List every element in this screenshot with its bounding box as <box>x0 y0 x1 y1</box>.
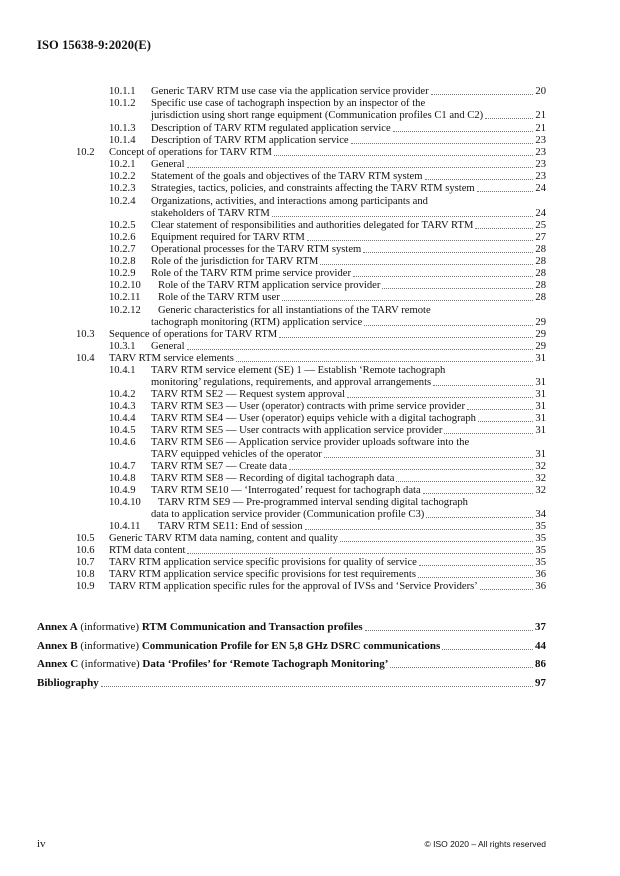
toc-entry-10-2-12-cont[interactable]: tachograph monitoring (RTM) application service 29 <box>151 317 546 328</box>
toc-entry-10-1-4[interactable]: 10.1.4 Description of TARV RTM application service 23 <box>109 135 546 146</box>
document-id: ISO 15638-9:2020(E) <box>37 38 152 52</box>
toc-bibliography[interactable]: Bibliography 97 <box>37 677 546 689</box>
toc-entry-10-4-6[interactable]: 10.4.6 TARV RTM SE6 — Application service provider uploads software into the <box>109 437 470 448</box>
toc-entry-10-4[interactable]: 10.4 TARV RTM service elements 31 <box>76 353 546 364</box>
toc-entry-10-2-2[interactable]: 10.2.2 Statement of the goals and objectives of the TARV RTM system 23 <box>109 171 546 182</box>
toc-annex-a[interactable]: Annex A (informative) RTM Communication and Transaction profiles 37 <box>37 621 546 633</box>
copyright-notice: © ISO 2020 – All rights reserved <box>424 839 546 849</box>
toc-entry-10-8[interactable]: 10.8 TARV RTM application service specific provisions for test requirements 36 <box>76 569 546 580</box>
toc-entry-10-6[interactable]: 10.6 RTM data content 35 <box>76 545 546 556</box>
toc-entry-10-4-11[interactable]: 10.4.11 TARV RTM SE11: End of session 35 <box>109 521 546 532</box>
toc-annex-b[interactable]: Annex B (informative) Communication Profile for EN 5,8 GHz DSRC communications 44 <box>37 640 546 652</box>
toc-entry-10-2-5[interactable]: 10.2.5 Clear statement of responsibilities and authorities delegated for TARV RTM 25 <box>109 220 546 231</box>
toc-entry-10-3[interactable]: 10.3 Sequence of operations for TARV RTM 29 <box>76 329 546 340</box>
toc-entry-10-4-4[interactable]: 10.4.4 TARV RTM SE4 — User (operator) equips vehicle with a digital tachograph 31 <box>109 413 546 424</box>
toc-entry-10-2[interactable]: 10.2 Concept of operations for TARV RTM 23 <box>76 147 546 158</box>
toc-entry-10-4-7[interactable]: 10.4.7 TARV RTM SE7 — Create data 32 <box>109 461 546 472</box>
toc-entry-10-2-10[interactable]: 10.2.10 Role of the TARV RTM application service provider 28 <box>109 280 546 291</box>
toc-entry-10-1-2[interactable]: 10.1.2 Specific use case of tachograph inspection by an inspector of the <box>109 98 426 109</box>
toc-entry-10-3-1[interactable]: 10.3.1 General 29 <box>109 341 546 352</box>
toc-entry-10-2-11[interactable]: 10.2.11 Role of the TARV RTM user 28 <box>109 292 546 303</box>
toc-entry-10-2-12[interactable]: 10.2.12 Generic characteristics for all instantiations of the TARV remote <box>109 305 431 316</box>
toc-entry-10-4-6-cont[interactable]: TARV equipped vehicles of the operator 31 <box>151 449 546 460</box>
toc-entry-10-2-4-cont[interactable]: stakeholders of TARV RTM 24 <box>151 208 546 219</box>
toc-entry-10-4-10-cont[interactable]: data to application service provider (Communication profile C3) 34 <box>151 509 546 520</box>
toc-entry-10-4-3[interactable]: 10.4.3 TARV RTM SE3 — User (operator) contracts with prime service provider 31 <box>109 401 546 412</box>
toc-entry-10-4-8[interactable]: 10.4.8 TARV RTM SE8 — Recording of digital tachograph data 32 <box>109 473 546 484</box>
toc-entry-10-2-7[interactable]: 10.2.7 Operational processes for the TARV RTM system 28 <box>109 244 546 255</box>
toc-annex-c[interactable]: Annex C (informative) Data ‘Profiles’ for ‘Remote Tachograph Monitoring’ 86 <box>37 658 546 670</box>
toc-entry-10-4-5[interactable]: 10.4.5 TARV RTM SE5 — User contracts with application service provider 31 <box>109 425 546 436</box>
toc-entry-10-4-1-cont[interactable]: monitoring’ regulations, requirements, and approval arrangements 31 <box>151 377 546 388</box>
toc-entry-10-4-9[interactable]: 10.4.9 TARV RTM SE10 — ‘Interrogated’ request for tachograph data 32 <box>109 485 546 496</box>
toc-entry-10-1-3[interactable]: 10.1.3 Description of TARV RTM regulated application service 21 <box>109 123 546 134</box>
toc-entry-10-1-2-cont[interactable]: jurisdiction using short range equipment (Communication profiles C1 and C2) 21 <box>151 110 546 121</box>
toc-entry-10-4-10[interactable]: 10.4.10 TARV RTM SE9 — Pre-programmed interval sending digital tachograph <box>109 497 468 508</box>
toc-entry-10-7[interactable]: 10.7 TARV RTM application service specific provisions for quality of service 35 <box>76 557 546 568</box>
toc-entry-10-2-9[interactable]: 10.2.9 Role of the TARV RTM prime service provider 28 <box>109 268 546 279</box>
toc-entry-10-2-1[interactable]: 10.2.1 General 23 <box>109 159 546 170</box>
toc-entry-10-2-3[interactable]: 10.2.3 Strategies, tactics, policies, and constraints affecting the TARV RTM system 24 <box>109 183 546 194</box>
toc-entry-10-9[interactable]: 10.9 TARV RTM application specific rules for the approval of IVSs and ‘Service Providers’ 36 <box>76 581 546 592</box>
toc-entry-10-5[interactable]: 10.5 Generic TARV RTM data naming, content and quality 35 <box>76 533 546 544</box>
page-number: iv <box>37 838 46 850</box>
toc-entry-10-4-1[interactable]: 10.4.1 TARV RTM service element (SE) 1 — Establish ‘Remote tachograph <box>109 365 446 376</box>
toc-entry-10-1-1[interactable]: 10.1.1 Generic TARV RTM use case via the application service provider 20 <box>109 86 546 97</box>
toc-entry-10-2-8[interactable]: 10.2.8 Role of the jurisdiction for TARV RTM 28 <box>109 256 546 267</box>
toc-entry-10-4-2[interactable]: 10.4.2 TARV RTM SE2 — Request system approval 31 <box>109 389 546 400</box>
toc-entry-10-2-4[interactable]: 10.2.4 Organizations, activities, and interactions among participants and <box>109 196 428 207</box>
toc-entry-10-2-6[interactable]: 10.2.6 Equipment required for TARV RTM 27 <box>109 232 546 243</box>
